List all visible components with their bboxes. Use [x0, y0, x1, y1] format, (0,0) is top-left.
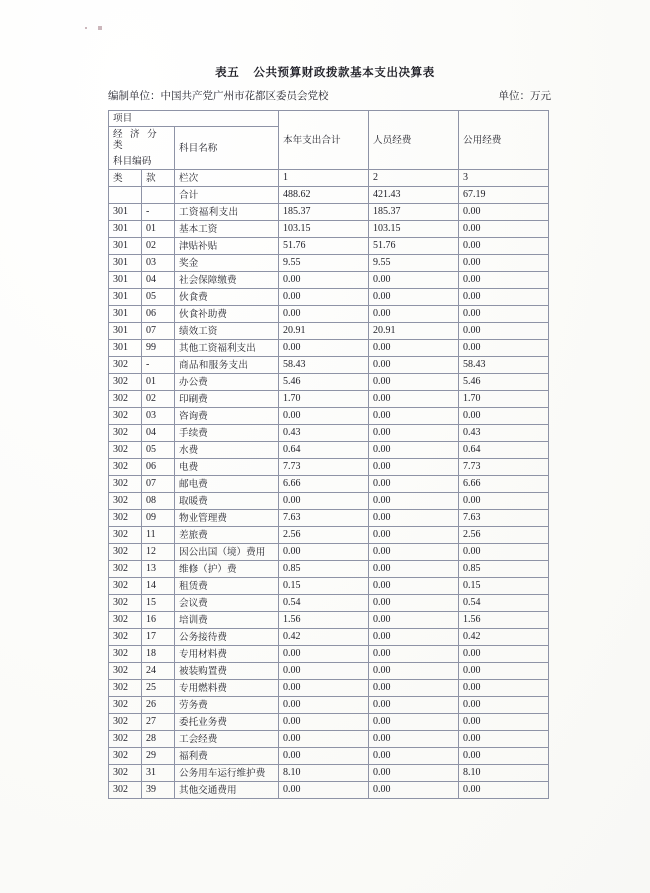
row-personnel: 0.00: [369, 459, 459, 476]
row-lei: 302: [109, 357, 142, 374]
row-total: 1.70: [279, 391, 369, 408]
row-public: 0.00: [459, 731, 549, 748]
row-lei: 301: [109, 340, 142, 357]
row-subject-name: 伙食费: [175, 289, 279, 306]
row-total: 0.00: [279, 493, 369, 510]
row-subject-name: 奖金: [175, 255, 279, 272]
row-lei: 301: [109, 323, 142, 340]
row-personnel: 0.00: [369, 306, 459, 323]
table-row: [109, 595, 549, 612]
row-total: 0.00: [279, 646, 369, 663]
row-kuan: 39: [142, 782, 175, 799]
header-item-group: 项目: [109, 111, 279, 127]
table-row: [109, 680, 549, 697]
header-rank-3: 3: [459, 170, 549, 187]
row-personnel: 0.00: [369, 697, 459, 714]
row-personnel: 20.91: [369, 323, 459, 340]
row-subject-name: 专用燃料费: [175, 680, 279, 697]
row-personnel: 9.55: [369, 255, 459, 272]
row-personnel: 0.00: [369, 510, 459, 527]
table-row: [109, 238, 549, 255]
table-row: [109, 510, 549, 527]
header-col-total: 本年支出合计: [279, 111, 369, 170]
row-subject-name: 工会经费: [175, 731, 279, 748]
row-personnel: 0.00: [369, 493, 459, 510]
row-kuan: 03: [142, 408, 175, 425]
row-subject-name: 被装购置费: [175, 663, 279, 680]
header-rank-label: 栏次: [175, 170, 279, 187]
row-total: 5.46: [279, 374, 369, 391]
row-subject-name: 工资福利支出: [175, 204, 279, 221]
row-public: 1.56: [459, 612, 549, 629]
table-row: [109, 544, 549, 561]
header-col-personnel: 人员经费: [369, 111, 459, 170]
row-lei: 302: [109, 731, 142, 748]
row-personnel: 0.00: [369, 544, 459, 561]
table-row-total: [109, 187, 549, 204]
row-personnel: 0.00: [369, 748, 459, 765]
row-public: 0.00: [459, 289, 549, 306]
row-kuan: 04: [142, 272, 175, 289]
row-total: 0.00: [279, 680, 369, 697]
subheader-line: [108, 88, 550, 102]
row-personnel: 0.00: [369, 629, 459, 646]
row-total: 58.43: [279, 357, 369, 374]
row-public: 7.73: [459, 459, 549, 476]
row-kuan: -: [142, 357, 175, 374]
row-subject-name: 委托业务费: [175, 714, 279, 731]
row-kuan: 29: [142, 748, 175, 765]
header-row-item: [109, 111, 549, 127]
row-subject-name: 津贴补贴: [175, 238, 279, 255]
row-lei: 302: [109, 765, 142, 782]
row-public: 7.63: [459, 510, 549, 527]
table-row: [109, 748, 549, 765]
row-lei: 302: [109, 646, 142, 663]
row-total: 0.15: [279, 578, 369, 595]
row-personnel: 0.00: [369, 561, 459, 578]
row-personnel: 0.00: [369, 612, 459, 629]
row-subject-name: 邮电费: [175, 476, 279, 493]
row-public: 0.00: [459, 663, 549, 680]
row-kuan: 05: [142, 442, 175, 459]
row-subject-name: 绩效工资: [175, 323, 279, 340]
header-kuan: 款: [142, 170, 175, 187]
row-public: 0.42: [459, 629, 549, 646]
row-lei: 302: [109, 578, 142, 595]
table-body: [109, 111, 549, 799]
row-subject-name: 因公出国（境）费用: [175, 544, 279, 561]
row-total: 0.00: [279, 340, 369, 357]
row-subject-name: 基本工资: [175, 221, 279, 238]
row-kuan: 17: [142, 629, 175, 646]
table-row: [109, 306, 549, 323]
row-kuan: 99: [142, 340, 175, 357]
total-kuan: [142, 187, 175, 204]
row-kuan: 31: [142, 765, 175, 782]
row-kuan: 06: [142, 306, 175, 323]
table-row: [109, 340, 549, 357]
total-value-public: 67.19: [459, 187, 549, 204]
header-code-line1: 经 济 分 类: [113, 129, 159, 152]
table-row: [109, 323, 549, 340]
header-rank-2: 2: [369, 170, 459, 187]
row-subject-name: 物业管理费: [175, 510, 279, 527]
header-economic-code: [109, 127, 175, 170]
row-total: 0.00: [279, 306, 369, 323]
compiling-unit: 编制单位：中国共产党广州市花都区委员会党校: [108, 90, 329, 102]
table-row: [109, 493, 549, 510]
row-public: 0.00: [459, 782, 549, 799]
page-title: [0, 64, 650, 80]
row-kuan: 18: [142, 646, 175, 663]
row-subject-name: 会议费: [175, 595, 279, 612]
table-row: [109, 782, 549, 799]
row-public: 0.00: [459, 221, 549, 238]
row-lei: 302: [109, 510, 142, 527]
row-subject-name: 伙食补助费: [175, 306, 279, 323]
row-kuan: 01: [142, 374, 175, 391]
row-public: 0.43: [459, 425, 549, 442]
header-row-rank: [109, 170, 549, 187]
table-row: [109, 408, 549, 425]
row-subject-name: 租赁费: [175, 578, 279, 595]
table-row: [109, 476, 549, 493]
row-total: 7.63: [279, 510, 369, 527]
row-kuan: 16: [142, 612, 175, 629]
row-kuan: 09: [142, 510, 175, 527]
row-total: 0.00: [279, 748, 369, 765]
row-subject-name: 取暖费: [175, 493, 279, 510]
row-public: 0.15: [459, 578, 549, 595]
row-lei: 301: [109, 204, 142, 221]
row-lei: 302: [109, 680, 142, 697]
row-lei: 302: [109, 425, 142, 442]
row-public: 1.70: [459, 391, 549, 408]
row-total: 0.42: [279, 629, 369, 646]
row-total: 0.00: [279, 782, 369, 799]
header-col-public: 公用经费: [459, 111, 549, 170]
row-lei: 302: [109, 527, 142, 544]
row-kuan: 01: [142, 221, 175, 238]
row-personnel: 0.00: [369, 663, 459, 680]
row-lei: 301: [109, 289, 142, 306]
row-total: 0.43: [279, 425, 369, 442]
row-total: 0.00: [279, 731, 369, 748]
row-public: 0.00: [459, 255, 549, 272]
row-total: 6.66: [279, 476, 369, 493]
table-row: [109, 425, 549, 442]
row-public: 0.85: [459, 561, 549, 578]
row-lei: 302: [109, 612, 142, 629]
row-subject-name: 劳务费: [175, 697, 279, 714]
row-lei: 302: [109, 442, 142, 459]
row-subject-name: 维修（护）费: [175, 561, 279, 578]
row-total: 9.55: [279, 255, 369, 272]
table-row: [109, 374, 549, 391]
row-subject-name: 办公费: [175, 374, 279, 391]
table-row: [109, 289, 549, 306]
row-lei: 302: [109, 663, 142, 680]
header-code-line2: 科目编码: [113, 156, 152, 168]
row-kuan: 13: [142, 561, 175, 578]
header-rank-1: 1: [279, 170, 369, 187]
row-total: 0.00: [279, 544, 369, 561]
row-subject-name: 手续费: [175, 425, 279, 442]
row-total: 0.00: [279, 697, 369, 714]
row-lei: 302: [109, 459, 142, 476]
title-prefix: 表五: [215, 65, 240, 79]
unit-note: 单位：万元: [498, 90, 551, 102]
row-personnel: 0.00: [369, 527, 459, 544]
row-public: 0.00: [459, 493, 549, 510]
row-total: 2.56: [279, 527, 369, 544]
row-personnel: 0.00: [369, 782, 459, 799]
row-kuan: 05: [142, 289, 175, 306]
row-kuan: 03: [142, 255, 175, 272]
row-personnel: 0.00: [369, 289, 459, 306]
row-lei: 302: [109, 374, 142, 391]
total-value-total: 488.62: [279, 187, 369, 204]
row-kuan: 04: [142, 425, 175, 442]
row-kuan: 06: [142, 459, 175, 476]
row-total: 7.73: [279, 459, 369, 476]
row-lei: 302: [109, 493, 142, 510]
row-subject-name: 培训费: [175, 612, 279, 629]
row-personnel: 0.00: [369, 578, 459, 595]
row-public: 0.00: [459, 544, 549, 561]
table-row: [109, 391, 549, 408]
row-subject-name: 公务用车运行维护费: [175, 765, 279, 782]
row-total: 1.56: [279, 612, 369, 629]
row-subject-name: 其他工资福利支出: [175, 340, 279, 357]
row-subject-name: 印刷费: [175, 391, 279, 408]
row-personnel: 0.00: [369, 442, 459, 459]
row-public: 0.00: [459, 714, 549, 731]
table-row: [109, 442, 549, 459]
row-lei: 302: [109, 408, 142, 425]
row-public: 0.00: [459, 680, 549, 697]
table-row: [109, 357, 549, 374]
row-total: 0.64: [279, 442, 369, 459]
row-public: 0.00: [459, 238, 549, 255]
row-total: 0.00: [279, 272, 369, 289]
row-lei: 301: [109, 238, 142, 255]
table-row: [109, 629, 549, 646]
row-subject-name: 其他交通费用: [175, 782, 279, 799]
row-kuan: 07: [142, 476, 175, 493]
row-total: 0.85: [279, 561, 369, 578]
row-personnel: 0.00: [369, 272, 459, 289]
row-public: 0.00: [459, 323, 549, 340]
row-total: 185.37: [279, 204, 369, 221]
row-lei: 302: [109, 782, 142, 799]
row-subject-name: 差旅费: [175, 527, 279, 544]
budget-table: [108, 110, 549, 799]
table-row: [109, 578, 549, 595]
table-row: [109, 221, 549, 238]
row-lei: 302: [109, 561, 142, 578]
row-personnel: 0.00: [369, 731, 459, 748]
row-personnel: 103.15: [369, 221, 459, 238]
row-public: 0.54: [459, 595, 549, 612]
row-subject-name: 电费: [175, 459, 279, 476]
row-public: 5.46: [459, 374, 549, 391]
row-personnel: 0.00: [369, 714, 459, 731]
row-kuan: 27: [142, 714, 175, 731]
table-row: [109, 272, 549, 289]
row-lei: 302: [109, 476, 142, 493]
row-total: 8.10: [279, 765, 369, 782]
row-public: 0.00: [459, 204, 549, 221]
table-row: [109, 527, 549, 544]
row-subject-name: 商品和服务支出: [175, 357, 279, 374]
row-public: 0.00: [459, 646, 549, 663]
row-public: 0.00: [459, 697, 549, 714]
row-public: 6.66: [459, 476, 549, 493]
row-personnel: 0.00: [369, 476, 459, 493]
row-lei: 302: [109, 595, 142, 612]
row-total: 20.91: [279, 323, 369, 340]
row-total: 103.15: [279, 221, 369, 238]
row-public: 0.00: [459, 748, 549, 765]
row-personnel: 0.00: [369, 408, 459, 425]
row-kuan: -: [142, 204, 175, 221]
table-row: [109, 255, 549, 272]
total-label: 合计: [175, 187, 279, 204]
table-row: [109, 697, 549, 714]
row-lei: 302: [109, 714, 142, 731]
row-personnel: 0.00: [369, 646, 459, 663]
total-lei: [109, 187, 142, 204]
row-public: 2.56: [459, 527, 549, 544]
row-personnel: 51.76: [369, 238, 459, 255]
row-kuan: 15: [142, 595, 175, 612]
table-row: [109, 731, 549, 748]
row-subject-name: 专用材料费: [175, 646, 279, 663]
row-lei: 302: [109, 544, 142, 561]
row-personnel: 0.00: [369, 391, 459, 408]
row-lei: 301: [109, 272, 142, 289]
row-personnel: 0.00: [369, 595, 459, 612]
table-row: [109, 612, 549, 629]
table-row: [109, 459, 549, 476]
row-public: 58.43: [459, 357, 549, 374]
row-public: 0.64: [459, 442, 549, 459]
row-lei: 302: [109, 629, 142, 646]
row-kuan: 02: [142, 238, 175, 255]
row-kuan: 08: [142, 493, 175, 510]
row-subject-name: 咨询费: [175, 408, 279, 425]
row-lei: 302: [109, 391, 142, 408]
row-personnel: 0.00: [369, 340, 459, 357]
header-subject-name: 科目名称: [175, 127, 279, 170]
row-total: 0.00: [279, 289, 369, 306]
row-total: 0.00: [279, 408, 369, 425]
row-public: 0.00: [459, 306, 549, 323]
row-total: 0.00: [279, 714, 369, 731]
row-kuan: 12: [142, 544, 175, 561]
row-subject-name: 公务接待费: [175, 629, 279, 646]
row-kuan: 25: [142, 680, 175, 697]
table-row: [109, 646, 549, 663]
table-row: [109, 663, 549, 680]
row-personnel: 0.00: [369, 374, 459, 391]
row-public: 8.10: [459, 765, 549, 782]
row-total: 51.76: [279, 238, 369, 255]
row-kuan: 14: [142, 578, 175, 595]
table-row: [109, 204, 549, 221]
row-lei: 302: [109, 697, 142, 714]
row-public: 0.00: [459, 408, 549, 425]
table-row: [109, 714, 549, 731]
row-total: 0.00: [279, 663, 369, 680]
row-kuan: 02: [142, 391, 175, 408]
row-personnel: 0.00: [369, 680, 459, 697]
row-personnel: 185.37: [369, 204, 459, 221]
row-personnel: 0.00: [369, 357, 459, 374]
row-public: 0.00: [459, 272, 549, 289]
row-kuan: 26: [142, 697, 175, 714]
row-personnel: 0.00: [369, 765, 459, 782]
row-total: 0.54: [279, 595, 369, 612]
row-subject-name: 社会保障缴费: [175, 272, 279, 289]
row-lei: 301: [109, 306, 142, 323]
header-lei: 类: [109, 170, 142, 187]
row-kuan: 07: [142, 323, 175, 340]
row-personnel: 0.00: [369, 425, 459, 442]
total-value-personnel: 421.43: [369, 187, 459, 204]
title-main: 公共预算财政拨款基本支出决算表: [253, 65, 435, 79]
row-kuan: 24: [142, 663, 175, 680]
table-row: [109, 765, 549, 782]
row-kuan: 28: [142, 731, 175, 748]
row-lei: 302: [109, 748, 142, 765]
row-public: 0.00: [459, 340, 549, 357]
row-kuan: 11: [142, 527, 175, 544]
row-subject-name: 福利费: [175, 748, 279, 765]
row-subject-name: 水费: [175, 442, 279, 459]
table-row: [109, 561, 549, 578]
row-lei: 301: [109, 221, 142, 238]
row-lei: 301: [109, 255, 142, 272]
